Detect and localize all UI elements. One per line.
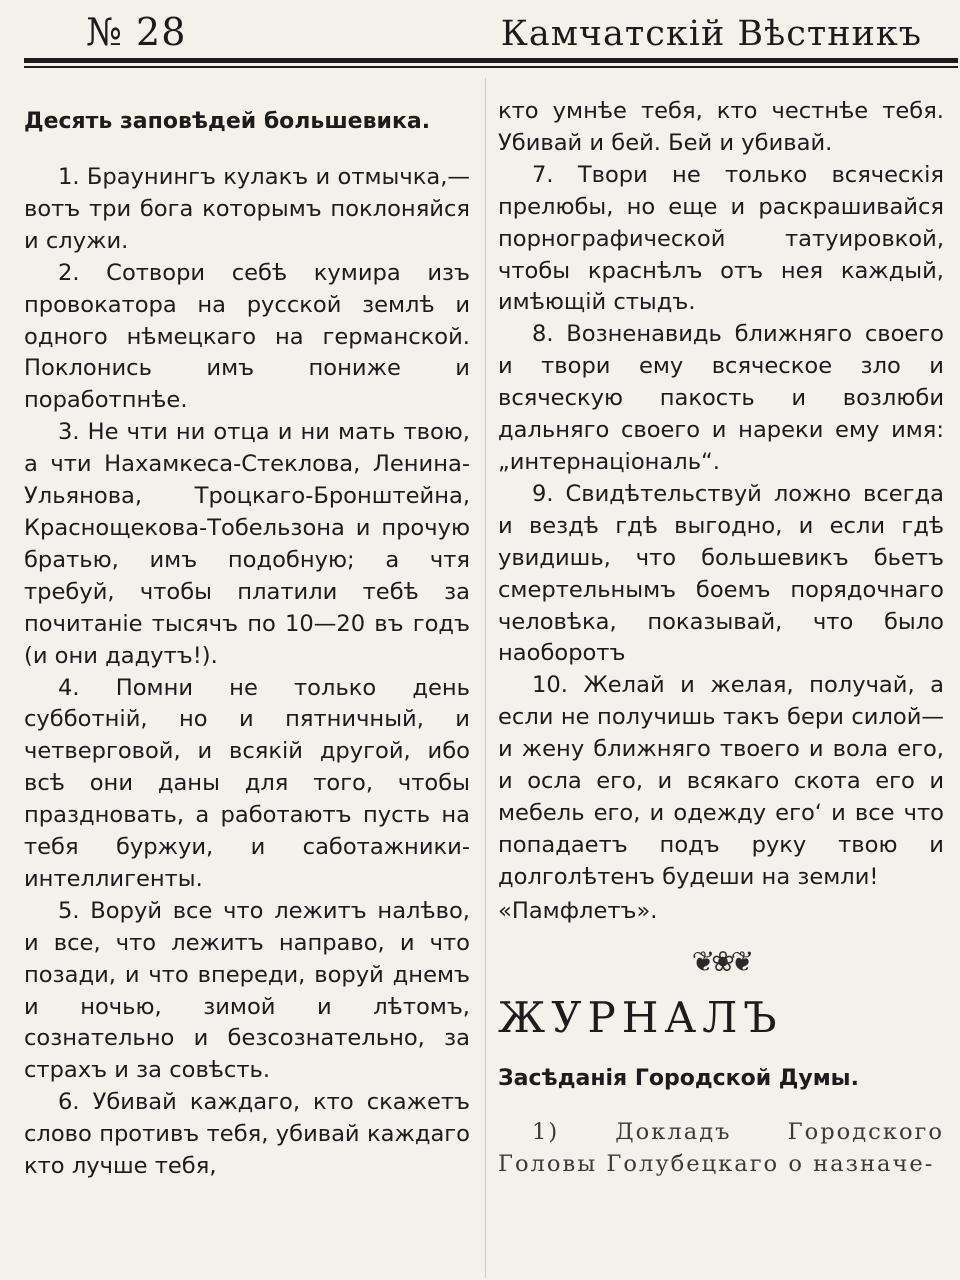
- commandment-1: 1. Браунингъ кулакъ и отмычка,— вотъ три бога которымъ поклоняйся и служи.: [24, 164, 470, 254]
- journal-first-item: 1) Докладъ Городского Головы Голубецкаго о назначе-: [498, 1119, 944, 1178]
- article-attribution: «Памфлетъ».: [498, 897, 658, 924]
- right-column: [498, 96, 944, 1181]
- floral-ornament-icon: ❦❀❦: [691, 944, 751, 978]
- commandment-3: 3. Не чти ни отца и ни мать твою, а чти Нахамкеса-Стеклова, Ленина-Ульянова, Троцкаго-Бронштейна, Краснощекова-Тобельзона и прочую братью, имъ подобную; а чтя требуй, чтобы платили тебѣ за почитаніе тысячъ по 10—20 въ годъ (и они дадутъ!).: [24, 419, 470, 669]
- journal-subtitle: Засѣданія Городской Думы.: [498, 1066, 859, 1092]
- commandment-6-start: 6. Убивай каждаго, кто скажетъ слово противъ тебя, убивай каждаго кто лучше тебя,: [24, 1089, 470, 1180]
- left-column: [24, 96, 470, 1183]
- commandment-7: 7. Твори не только всяческія прелюбы, но еще и раскрашивайся порнографической татуировкой, чтобы краснѣлъ отъ нея каждый, имѣющій стыдъ.: [498, 161, 944, 316]
- commandment-10: 10. Желай и желая, получай, а если не получишь такъ бери силой—и жену ближняго твоего и вола его, и осла его, и всякаго скота его и мебель его, и одежду его‘ и все что попадаетъ подъ руку твою и долголѣтенъ будеши на земли!: [498, 672, 944, 890]
- masthead: [0, 0, 960, 72]
- commandment-9: 9. Свидѣтельствуй ложно всегда и вездѣ гдѣ выгодно, и если гдѣ увидишь, что большевикъ бьетъ смертельнымъ боемъ порядочнаго человѣка, показывай, что было наоборотъ: [498, 480, 944, 667]
- article-heading: Десять заповѣдей большевика.: [24, 109, 431, 134]
- commandment-5: 5. Воруй все что лежитъ налѣво, и все, что лежитъ направо, и что позади, и что впереди, воруй днемъ и ночью, зимой и лѣтомъ, сознательно и безсознательно, за страхъ и за совѣсть.: [24, 897, 470, 1084]
- newspaper-title: Камчатскій Вѣстникъ: [500, 14, 922, 54]
- commandment-2: 2. Сотвори себѣ кумира изъ провокатора на русской землѣ и одного нѣмецкаго на германской. Поклонись имъ пониже и поработпнѣе.: [24, 259, 470, 414]
- journal-title: ЖУРНАЛЪ: [498, 993, 783, 1043]
- commandment-6-continued: кто умнѣе тебя, кто честнѣе тебя. Убивай и бей. Бей и убивай.: [498, 98, 944, 156]
- masthead-rule-thick: [24, 58, 958, 63]
- masthead-rule-thin: [24, 66, 958, 68]
- issue-number: № 28: [86, 10, 187, 54]
- column-divider: [485, 78, 486, 1278]
- commandment-8: 8. Возненавидь ближняго своего и твори ему всяческое зло и всяческую пакость и возлюби дальняго своего и нареки ему имя: „интернаціональ“.: [498, 321, 944, 475]
- commandment-4: 4. Помни не только день субботній, но и пятничный, и четверговой, и всякій другой, ибо всѣ они даны для того, чтобы праздновать, а работаютъ пусть на тебя буржуи, и саботажники-интеллигенты.: [24, 674, 470, 892]
